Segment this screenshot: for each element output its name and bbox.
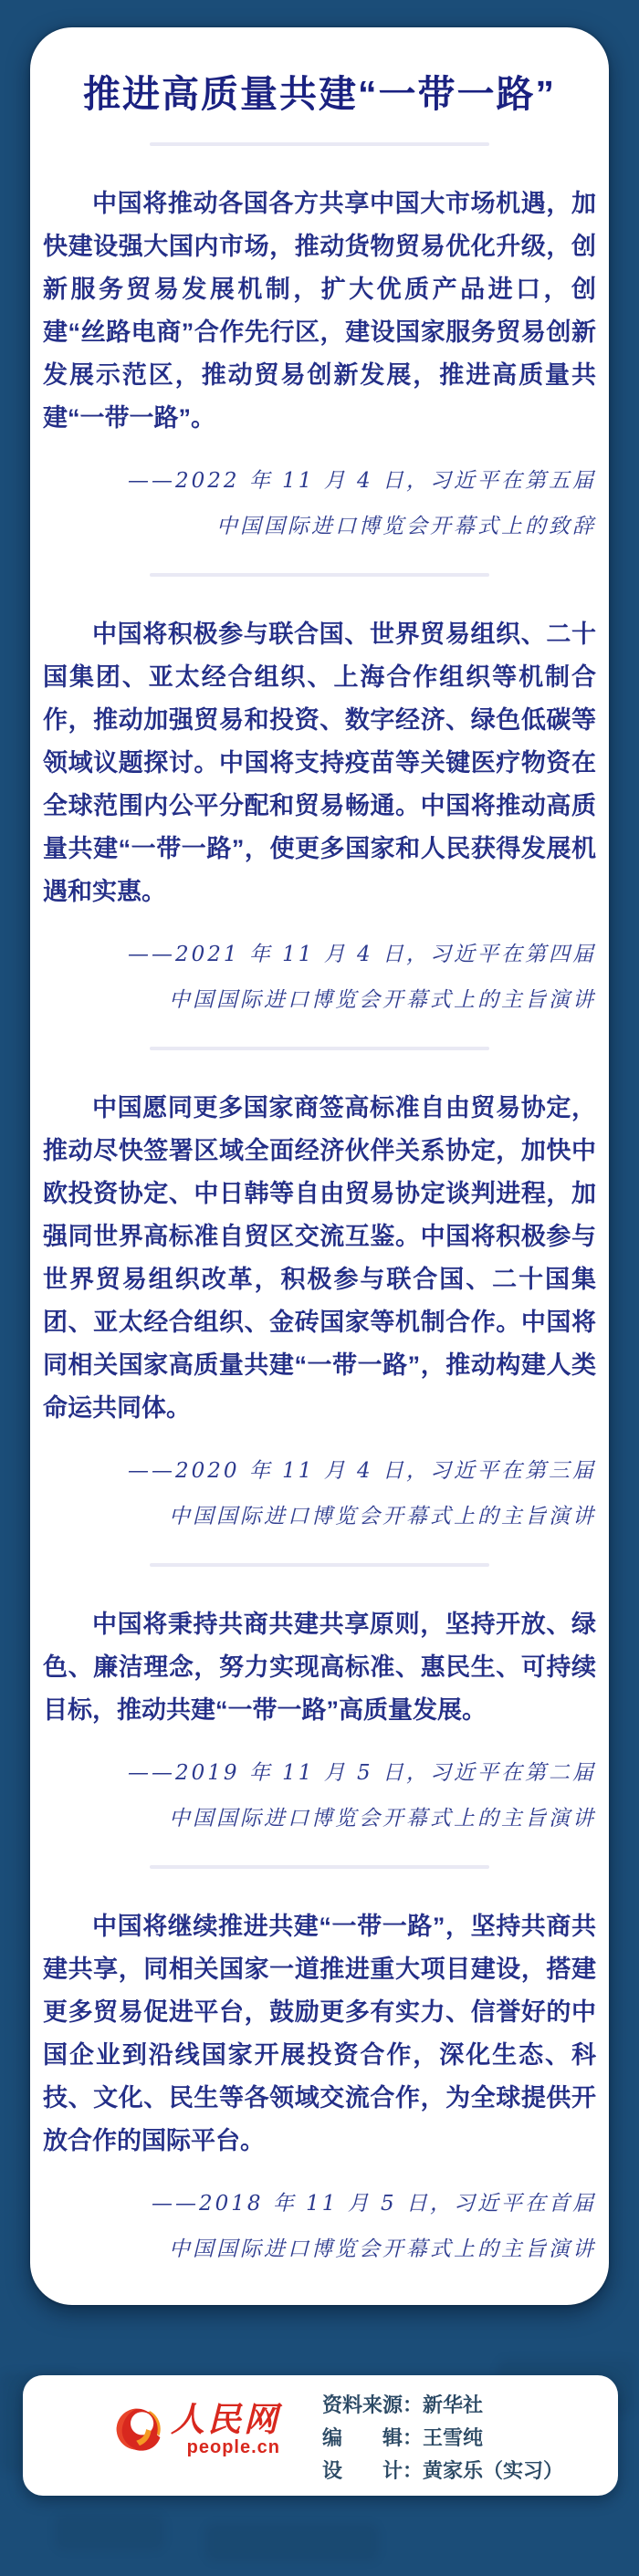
quote-paragraph: 中国愿同更多国家商签高标准自由贸易协定，推动尽快签署区域全面经济伙伴关系协定，加快中欧投资协定、中日韩等自由贸易协定谈判进程，加强同世界高标准自贸区交流互鉴。中国将积极参与世界贸易组织改革，积极参与联合国、二十国集团、亚太经合组织、金砖国家等机制合作。中国将同相关国家高质量共建“一带一路”，推动构建人类命运共同体。 bbox=[43, 1094, 596, 1422]
credit-value: 王雪纯 bbox=[423, 2426, 484, 2449]
quote-section bbox=[43, 1905, 596, 2272]
quote-paragraph: 中国将秉持共商共建共享原则，坚持开放、绿色、廉洁理念，努力实现高标准、惠民生、可持续目标，推动共建“一带一路”高质量发展。 bbox=[43, 1611, 596, 1724]
attribution-line-1: ——2022 年 11 月 4 日，习近平在第五届 bbox=[128, 469, 596, 493]
section-divider bbox=[150, 573, 489, 577]
logo-swirl-icon bbox=[114, 2406, 163, 2454]
attribution-line-2: 中国国际进口博览会开幕式上的主旨演讲 bbox=[169, 2237, 596, 2261]
credit-label: 编 辑： bbox=[322, 2426, 424, 2449]
attribution-line-2: 中国国际进口博览会开幕式上的主旨演讲 bbox=[169, 988, 596, 1012]
quote-attribution bbox=[43, 2181, 596, 2272]
attribution-line-1: ——2018 年 11 月 5 日，习近平在首届 bbox=[152, 2192, 596, 2216]
quote-paragraph: 中国将推动各国各方共享中国大市场机遇，加快建设强大国内市场，推动货物贸易优化升级，创新服务贸易发展机制，扩大优质产品进口，创建“丝路电商”合作先行区，建设国家服务贸易创新发展示范区，推动贸易创新发展，推进高质量共建“一带一路”。 bbox=[43, 190, 596, 432]
credit-value: 黄家乐（实习） bbox=[423, 2459, 564, 2482]
credit-value: 新华社 bbox=[423, 2393, 484, 2416]
quote-attribution bbox=[43, 458, 596, 549]
attribution-line-2: 中国国际进口博览会开幕式上的致辞 bbox=[216, 515, 596, 538]
main-card bbox=[30, 27, 609, 2305]
attribution-line-1: ——2019 年 11 月 5 日，习近平在第二届 bbox=[128, 1761, 596, 1785]
credit-row-source bbox=[322, 2389, 563, 2422]
section-divider bbox=[150, 1865, 489, 1869]
attribution-line-1: ——2020 年 11 月 4 日，习近平在第三届 bbox=[128, 1459, 596, 1483]
quote-attribution bbox=[43, 1448, 596, 1539]
section-divider bbox=[150, 1563, 489, 1567]
quote-attribution bbox=[43, 1750, 596, 1841]
title-divider bbox=[150, 142, 489, 146]
bg-decoration bbox=[55, 2514, 164, 2550]
attribution-line-1: ——2021 年 11 月 4 日，习近平在第四届 bbox=[128, 943, 596, 966]
people-cn-logo bbox=[114, 2401, 280, 2457]
attribution-line-2: 中国国际进口博览会开幕式上的主旨演讲 bbox=[169, 1505, 596, 1528]
page-title: 推进高质量共建“一带一路” bbox=[83, 73, 556, 115]
footer-card bbox=[23, 2375, 618, 2496]
credit-label: 资料来源： bbox=[322, 2393, 424, 2416]
quote-paragraph: 中国将积极参与联合国、世界贸易组织、二十国集团、亚太经合组织、上海合作组织等机制合作，推动加强贸易和投资、数字经济、绿色低碳等领域议题探讨。中国将支持疫苗等关键医疗物资在全球范围内公平分配和贸易畅通。中国将推动高质量共建“一带一路”，使更多国家和人民获得发展机遇和实惠。 bbox=[43, 621, 596, 905]
quote-paragraph: 中国将继续推进共建“一带一路”，坚持共商共建共享，同相关国家一道推进重大项目建设，搭建更多贸易促进平台，鼓励更多有实力、信誉好的中国企业到沿线国家开展投资合作，深化生态、科技、文化、民生等各领域交流合作，为全球提供开放合作的国际平台。 bbox=[43, 1913, 596, 2154]
credit-row-editor bbox=[322, 2422, 563, 2455]
quote-section bbox=[43, 1603, 596, 1841]
quote-section bbox=[43, 1087, 596, 1539]
quote-section bbox=[43, 183, 596, 549]
logo-domain: people.cn bbox=[186, 2437, 280, 2457]
credit-label: 设 计： bbox=[322, 2459, 424, 2482]
section-divider bbox=[150, 1047, 489, 1050]
logo-wordmark: 人民网 bbox=[171, 2399, 280, 2439]
attribution-line-2: 中国国际进口博览会开幕式上的主旨演讲 bbox=[169, 1807, 596, 1830]
credit-row-designer bbox=[322, 2455, 563, 2487]
quote-section bbox=[43, 613, 596, 1023]
credits bbox=[322, 2389, 563, 2487]
bg-decoration bbox=[205, 2523, 379, 2561]
quote-attribution bbox=[43, 932, 596, 1023]
